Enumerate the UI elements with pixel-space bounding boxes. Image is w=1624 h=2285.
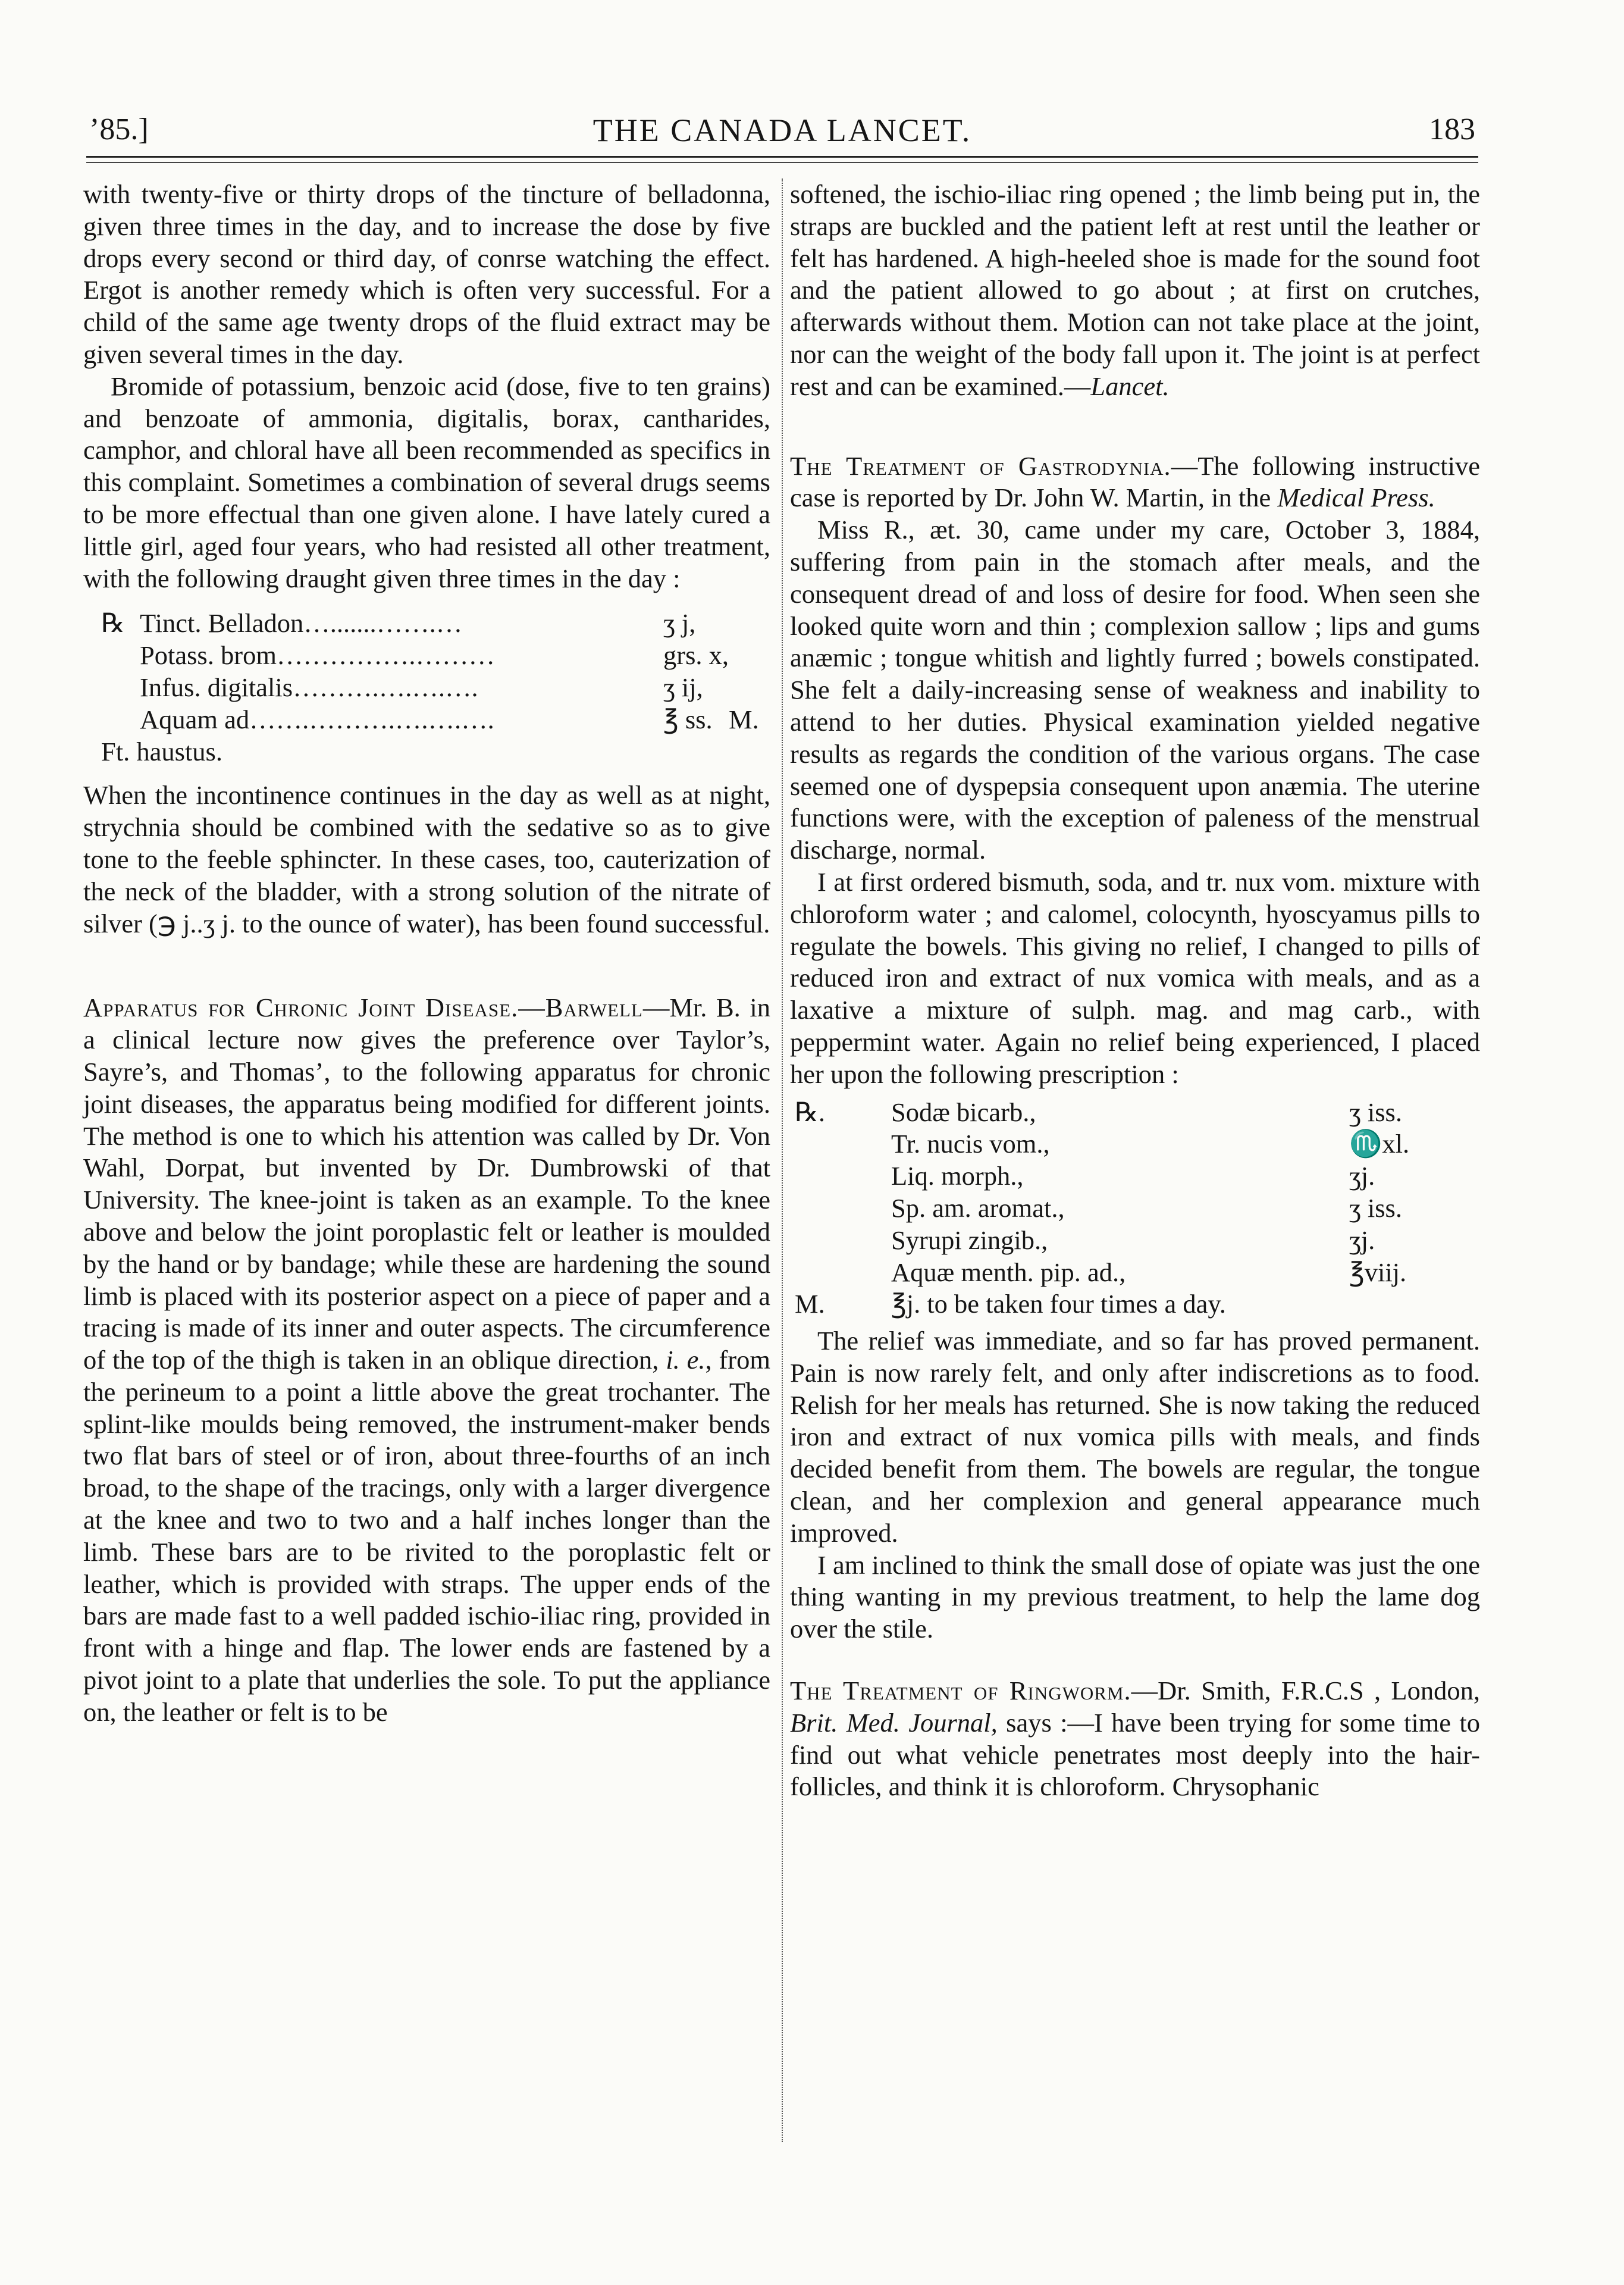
paragraph: Bromide of potassium, benzoic acid (dose, five to ten grains) and benzoate of ammonia, digitalis, borax, cantharides, camphor, and chloral have all been recommended as specifics in this complaint. Sometimes a combination of several drugs seems to be more effectual than one given alone. I have lately cured a little girl, aged four years, who had resisted all other treatment, with the following draught given three times in the day : — [83, 371, 770, 593]
paragraph: , from the perineum to a point a little above the great trochanter. The splint-like moulds being removed, the instrument-maker bends two flat bars of steel or of iron, about three-fourths of an inch broad, to the shape of the tracings, only with a larger divergence at the knee and two to two and a half inches longer than the limb. These bars are to be rivited to the poroplastic felt or leather, which is provided with straps. The upper ends of the bars are made fast to a well padded ischio-iliac ring, provided in front with a hinge and flap. The lower ends are fastened by a pivot joint to a plate that underlies the sole. To put the appliance on, the leather or felt is to be — [83, 1345, 770, 1727]
left-column — [83, 179, 770, 1729]
dose: ♏xl. — [1349, 1129, 1410, 1159]
ingredient: Syrupi zingib., — [891, 1225, 1048, 1255]
section-gap — [83, 940, 770, 992]
right-column — [790, 179, 1480, 1803]
paragraph: —The following instructive case is reported by Dr. John W. Martin, in the — [790, 450, 1480, 513]
dose: ʒ ij, — [663, 672, 703, 702]
prescription-direction: Ft. haustus. — [101, 736, 222, 766]
prescription-line — [790, 1128, 1480, 1160]
prescription-line — [83, 672, 770, 704]
dose: ʒj. — [1349, 1161, 1375, 1191]
paragraph — [790, 179, 1480, 403]
ingredient: Aquam ad…….……….….….…. — [140, 704, 494, 734]
paragraph-text: softened, the ischio-iliac ring opened ; the limb being put in, the straps are buckled and the patient left at rest until the leather or felt has hardened. A high-heeled shoe is made for the sound foot and the patient allowed to go about ; at first on crutches, afterwards without them. Motion can not take place at the joint, nor can the weight of the body fall upon it. The joint is at perfect rest and can be examined.— — [790, 179, 1480, 401]
journal-title: THE CANADA LANCET. — [592, 112, 972, 148]
header-rule — [86, 156, 1478, 158]
article-ringworm — [790, 1675, 1480, 1803]
section-gap — [790, 403, 1480, 450]
ingredient: Sodæ bicarb., — [891, 1097, 1036, 1127]
dose: grs. x, — [663, 640, 729, 671]
misce: M. — [795, 1289, 825, 1319]
section-heading: The Treatment of Gastrodynia. — [790, 450, 1171, 481]
paragraph: with twenty-five or thirty drops of the tincture of belladonna, given three times in the day, and to increase the dose by five drops every second or third day, of conrse watching the effect. Ergot is another remedy which is often very successful. For a child of the same age twenty drops of the fluid extract may be given several times in the day. — [83, 179, 770, 369]
journal-name: Medical Press. — [1277, 483, 1435, 513]
prescription-line — [790, 1288, 1480, 1320]
prescription-bismuth — [790, 1097, 1480, 1321]
prescription-line — [790, 1225, 1480, 1257]
article-gastrodynia — [790, 450, 1480, 515]
ingredient: Sp. am. aromat., — [891, 1192, 1065, 1223]
dose: ʒj. — [1349, 1225, 1375, 1255]
paragraph: The relief was immediate, and so far has proved permanent. Pain is now rarely felt, and only after indiscretions as to food. Relish for her meals has returned. She is now taking the reduced iron and extract of nux vomica pills with meals, and finds decided benefit from them. The bowels are regular, the tongue clean, and her complexion and general appearance much improved. — [790, 1326, 1480, 1548]
prescription-line — [790, 1192, 1480, 1225]
section-gap — [790, 1645, 1480, 1675]
recipe-symbol: ℞ — [101, 608, 125, 638]
journal-name: Brit. Med. Journal, — [790, 1707, 998, 1738]
column-divider — [782, 179, 783, 2142]
dose: ʒ j, — [663, 608, 696, 638]
prescription-line — [83, 640, 770, 672]
paragraph: When the incontinence continues in the day as well as at night, strychnia should be combined with the sedative so as to give tone to the feeble sphincter. In these cases, too, cauterization of the neck of the bladder, with a strong solution of the nitrate of silver (℈ j..ʒ j. to the ounce of water), has been found successful. — [83, 780, 770, 938]
prescription-line — [83, 608, 770, 640]
section-heading: The Treatment of Ringworm. — [790, 1676, 1131, 1706]
prescription-direction: ℥j. to be taken four times a day. — [891, 1289, 1226, 1319]
ingredient: Aquæ menth. pip. ad., — [891, 1257, 1126, 1287]
ingredient: Liq. morph., — [891, 1161, 1024, 1191]
ingredient: Tr. nucis vom., — [891, 1129, 1050, 1159]
paragraph: I at first ordered bismuth, soda, and tr. nux vom. mixture with chloroform water ; and calomel, colocynth, hyoscyamus pills to regulate the bowels. This giving no relief, I changed to pills of reduced iron and extract of nux vomica with meals, and as a laxative a mixture of sulph. mag. and mag carb., with peppermint water. Again no relief being experienced, I placed her upon the following prescription : — [790, 866, 1480, 1089]
paragraph: —Mr. B. in a clinical lecture now gives the preference over Taylor’s, Sayre’s, and Thomas’, to the following apparatus for chronic joint diseases, the apparatus being modified for different joints. The method is one to which his attention was called by Dr. Von Wahl, Dorpat, but invented by Dr. Dumbrowski of that University. The knee-joint is taken as an example. To the knee above and below the joint poroplastic felt or leather is moulded by the hand or by bandage; while these are hardening the sound limb is placed with its posterior aspect on a piece of paper and a tracing is made of its inner and outer aspects. The circumference of the top of the thigh is taken in an oblique direction, — [83, 993, 770, 1375]
ingredient: Tinct. Belladon….......…….… — [140, 608, 463, 638]
dose: ʒ iss. — [1349, 1192, 1402, 1223]
recipe-symbol: ℞. — [795, 1097, 826, 1127]
prescription-belladonna — [83, 608, 770, 768]
prescription-line — [790, 1160, 1480, 1192]
emphasis: i. e. — [666, 1345, 706, 1375]
dose: ℥ ss. — [663, 704, 713, 734]
prescription-line — [790, 1257, 1480, 1289]
prescription-line — [83, 704, 770, 736]
citation-source: Lancet. — [1090, 371, 1170, 401]
page-number: 183 — [1429, 112, 1475, 146]
section-heading: Apparatus for Chronic Joint Disease.—Barwell — [83, 993, 643, 1023]
running-header — [89, 112, 1475, 154]
paragraph: Miss R., æt. 30, came under my care, October 3, 1884, suffering from pain in the stomach after meals, and the consequent dread of and loss of desire for food. When seen she looked quite worn and thin ; complexion sallow ; lips and gums anæmic ; tongue whitish and lightly furred ; bowels constipated. She felt a daily-increasing sense of weakness and inability to attend to her duties. Physical examination yielded negative results as regards the condition of the various organs. The case seemed one of dyspepsia consequent upon anæmia. The uterine functions were, with the exception of paleness of the menstrual discharge, normal. — [790, 515, 1480, 865]
paragraph: I am inclined to think the small dose of opiate was just the one thing wanting in my previous treatment, to help the lame dog over the stile. — [790, 1550, 1480, 1644]
ingredient: Infus. digitalis……….….….…. — [140, 672, 478, 702]
paragraph: —Dr. Smith, F.R.C.S , London, — [1131, 1676, 1480, 1706]
prescription-line — [790, 1097, 1480, 1129]
misce: M. — [729, 704, 759, 734]
article-joint-disease — [83, 992, 770, 1728]
header-rule-thin — [86, 162, 1478, 163]
ingredient: Potass. brom…………….……… — [140, 640, 496, 671]
header-volume-year: ’85.] — [89, 112, 149, 146]
paragraph: says :—I have been trying for some time to find out what vehicle penetrates most deeply into the hair-follicles, and think it is chloroform. Chrysophanic — [790, 1707, 1480, 1802]
dose: ʒ iss. — [1349, 1097, 1402, 1127]
dose: ℥viij. — [1349, 1257, 1407, 1287]
